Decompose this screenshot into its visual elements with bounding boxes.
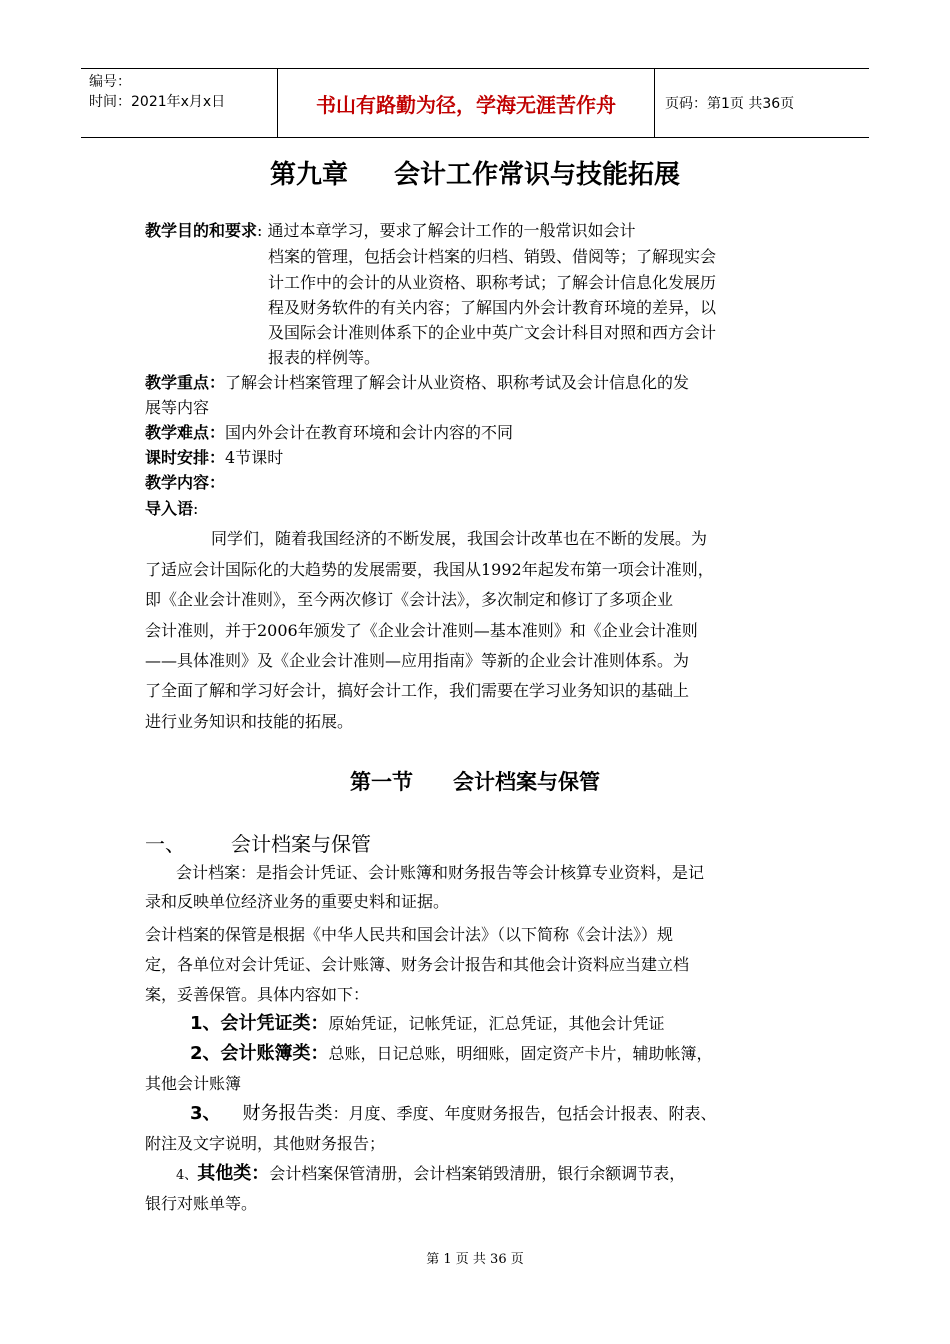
objectives-line-2: 计工作中的会计的从业资格、职称考试；了解会计信息化发展历 xyxy=(268,273,717,292)
chapter-title xyxy=(0,154,950,191)
intro-line-3: 会计准则，并于2006年颁发了《企业会计准则—基本准则》和《企业会计准则 xyxy=(145,621,698,640)
category-3: 3、 财务报告类：月度、季度、年度财务报告，包括会计报表、附表、 xyxy=(190,1103,717,1124)
category-2: 2、会计账簿类：总账，日记总账，明细账，固定资产卡片，辅助帐簿， xyxy=(190,1043,713,1064)
definition-line-1: 录和反映单位经济业务的重要史料和证据。 xyxy=(145,892,450,911)
intro-line-5: 了全面了解和学习好会计，搞好会计工作，我们需要在学习业务知识的基础上 xyxy=(145,681,690,700)
category-4-number: 4、 xyxy=(176,1168,198,1183)
definition-term: 会计档案 xyxy=(176,863,241,882)
objectives-line-3: 程及财务软件的有关内容；了解国内外会计教育环境的差异，以 xyxy=(268,298,717,317)
intro-line-6: 进行业务知识和技能的拓展。 xyxy=(145,712,354,731)
key-points-line-1: 展等内容 xyxy=(145,398,210,417)
subsection-number: 一、 xyxy=(145,832,185,856)
section-name: 会计档案与保管 xyxy=(453,770,600,794)
intro-line-0: 同学们，随着我国经济的不断发展，我国会计改革也在不断的发展。为 xyxy=(211,529,708,548)
date-label: 时间：2021年x月x日 xyxy=(89,94,226,110)
difficulties-label: 教学难点： xyxy=(145,423,226,442)
intro-label: 导入语 xyxy=(145,499,194,518)
section-number: 第一节 xyxy=(350,770,413,794)
difficulties: 教学难点：国内外会计在教育环境和会计内容的不同 xyxy=(145,423,514,442)
intro-line-2: 即《企业会计准则》，至今两次修订《会计法》，多次制定和修订了多项企业 xyxy=(145,590,674,609)
objectives-line-4: 及国际会计准则体系下的企业中英广文会计科目对照和西方会计 xyxy=(268,323,717,342)
motto: 书山有路勤为径，学海无涯苦作舟 xyxy=(278,69,655,137)
chapter-number: 第九章 xyxy=(269,160,348,190)
objectives-line-1: 档案的管理，包括会计档案的归档、销毁、借阅等；了解现实会 xyxy=(268,247,717,266)
category-4: 4、其他类：会计档案保管清册，会计档案销毁清册，银行余额调节表， xyxy=(176,1163,686,1184)
category-4-label: 其他类： xyxy=(197,1163,270,1184)
objectives-label: 教学目的和要求 xyxy=(145,221,258,240)
content-label: 教学内容： xyxy=(145,473,226,492)
objectives-line-5: 报表的样例等。 xyxy=(268,348,381,367)
intro-line-1: 了适应会计国际化的大趋势的发展需要，我国从1992年起发布第一项会计准则， xyxy=(145,560,714,579)
number-label: 编号： xyxy=(89,74,131,90)
category-3-cont: 附注及文字说明，其他财务报告； xyxy=(145,1134,386,1153)
category-1: 1、会计凭证类：原始凭证，记帐凭证，汇总凭证，其他会计凭证 xyxy=(190,1013,665,1034)
key-points-line-0: 教学重点：了解会计档案管理了解会计从业资格、职称考试及会计信息化的发 xyxy=(145,373,690,392)
category-3-number: 3、 xyxy=(190,1103,221,1124)
page-header xyxy=(81,68,869,138)
category-2-cont: 其他会计账簿 xyxy=(145,1074,242,1093)
schedule: 课时安排：4节课时 xyxy=(145,448,284,467)
objectives-line-0: 教学目的和要求: 通过本章学习，要求了解会计工作的一般常识如会计 xyxy=(145,221,636,240)
intro-line-4: ——具体准则》及《企业会计准则—应用指南》等新的企业会计准则体系。为 xyxy=(145,651,690,670)
subsection-name: 会计档案与保管 xyxy=(231,832,371,856)
storage-line-1: 定，各单位对会计凭证、会计账簿、财务会计报告和其他会计资料应当建立档 xyxy=(145,955,690,974)
page-info: 页码：第1页 共36页 xyxy=(665,96,795,112)
page-footer: 第 1 页 共 36 页 xyxy=(426,1252,524,1267)
key-points-label: 教学重点： xyxy=(145,373,226,392)
category-2-label: 2、会计账簿类： xyxy=(190,1043,329,1064)
schedule-label: 课时安排： xyxy=(145,448,226,467)
storage-line-0: 会计档案的保管是根据《中华人民共和国会计法》（以下简称《会计法》）规 xyxy=(145,925,674,944)
chapter-name: 会计工作常识与技能拓展 xyxy=(394,160,681,190)
category-4-cont: 银行对账单等。 xyxy=(145,1194,258,1213)
header-meta xyxy=(81,69,278,137)
subsection-title xyxy=(145,828,371,857)
category-3-label: 财务报告类 xyxy=(242,1103,333,1124)
section-title xyxy=(0,766,950,796)
storage-line-2: 案，妥善保管。具体内容如下： xyxy=(145,985,370,1004)
definition-line-0: 会计档案：是指会计凭证、会计账簿和财务报告等会计核算专业资料，是记 xyxy=(176,863,705,882)
category-1-label: 1、会计凭证类： xyxy=(190,1013,329,1034)
intro-label-line: 导入语: xyxy=(145,499,199,518)
